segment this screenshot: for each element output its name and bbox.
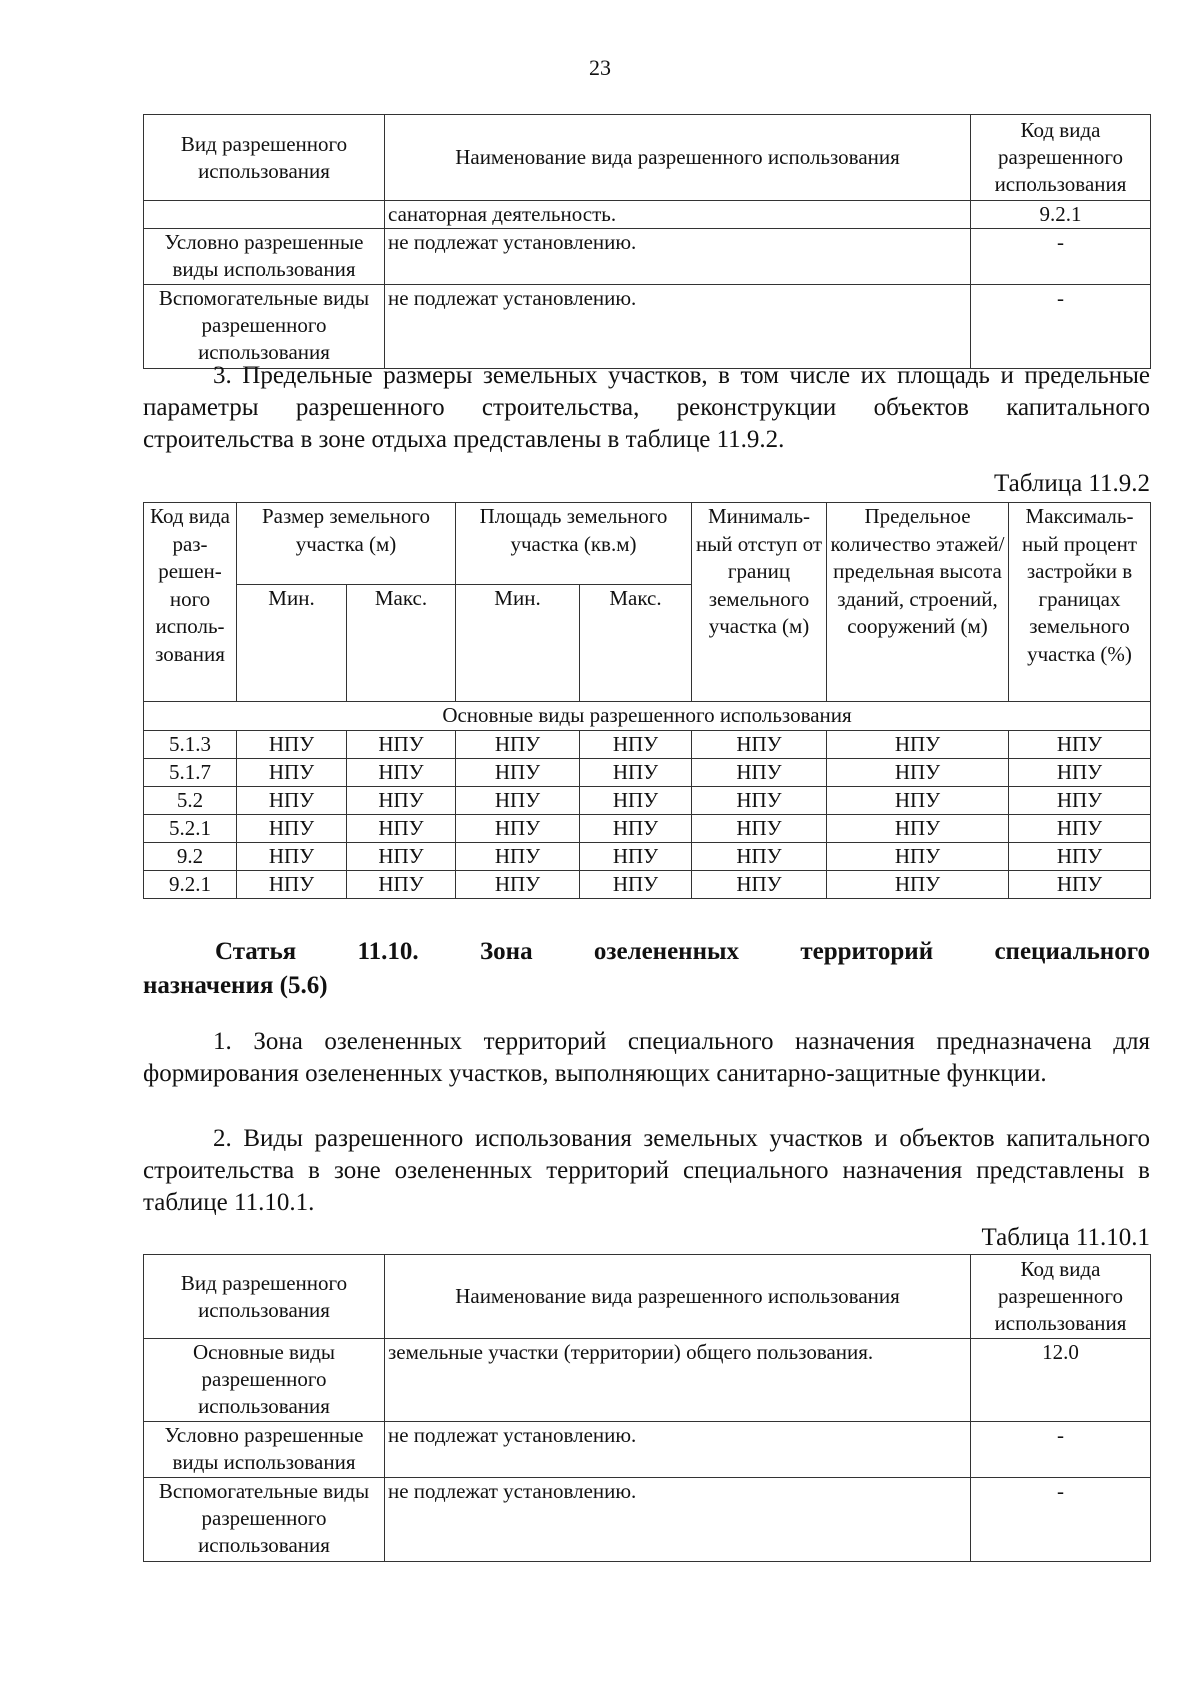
npu-cell: НПУ bbox=[827, 730, 1009, 758]
npu-cell: НПУ bbox=[456, 870, 580, 898]
row-name: не подлежат установлению. bbox=[385, 1478, 971, 1562]
npu-cell: НПУ bbox=[692, 730, 827, 758]
paragraph-3: 3. Предельные размеры земельных участков, в том числе их площадь и предельные параметры разрешенного строительства, реконструкции объектов капитального строительства в зоне отдыха представлены в таблице 11.9.2. bbox=[143, 362, 1150, 453]
heading-word: 11.10. bbox=[357, 938, 419, 965]
header-area-max: Макс. bbox=[580, 585, 692, 702]
table-row bbox=[144, 814, 1151, 842]
table-row bbox=[144, 1422, 1151, 1478]
npu-cell: НПУ bbox=[237, 814, 347, 842]
row-name: санаторная деятельность. bbox=[385, 201, 971, 229]
header-area-min: Мин. bbox=[456, 585, 580, 702]
header-size-max: Макс. bbox=[347, 585, 456, 702]
header-name: Наименование вида разрешенного использования bbox=[385, 1255, 971, 1339]
header-floors: Предельное количество этажей/ предельная высота зданий, строений, сооружений (м) bbox=[827, 503, 1009, 702]
header-size-min: Мин. bbox=[237, 585, 347, 702]
row-name: земельные участки (территории) общего пользования. bbox=[385, 1339, 971, 1422]
table-row bbox=[144, 730, 1151, 758]
article-heading-line1 bbox=[143, 935, 1150, 969]
npu-cell: НПУ bbox=[456, 758, 580, 786]
section-row: Основные виды разрешенного использования bbox=[144, 702, 1151, 731]
npu-cell: НПУ bbox=[456, 842, 580, 870]
heading-word: Статья bbox=[215, 938, 297, 965]
npu-cell: НПУ bbox=[1009, 842, 1151, 870]
table-row bbox=[144, 870, 1151, 898]
npu-cell: НПУ bbox=[692, 842, 827, 870]
row-kind: Условно разрешенные виды использования bbox=[144, 229, 385, 285]
npu-cell: НПУ bbox=[827, 870, 1009, 898]
npu-cell: НПУ bbox=[237, 758, 347, 786]
table-caption-11-9-2: Таблица 11.9.2 bbox=[994, 470, 1150, 497]
article-heading bbox=[143, 935, 1150, 1003]
row-code: - bbox=[971, 229, 1151, 285]
row-code: 12.0 bbox=[971, 1339, 1151, 1422]
table-row bbox=[144, 758, 1151, 786]
article-heading-line2: назначения (5.6) bbox=[143, 972, 328, 999]
npu-cell: НПУ bbox=[827, 758, 1009, 786]
npu-cell: НПУ bbox=[580, 730, 692, 758]
table-header-row bbox=[144, 115, 1151, 201]
header-kind: Вид разрешенного использования bbox=[144, 1255, 385, 1339]
table-continued bbox=[143, 114, 1151, 369]
row-code: 5.2.1 bbox=[144, 814, 237, 842]
table-row bbox=[144, 229, 1151, 285]
heading-word: озелененных bbox=[593, 938, 740, 965]
npu-cell: НПУ bbox=[692, 786, 827, 814]
npu-cell: НПУ bbox=[692, 814, 827, 842]
row-name: не подлежат установлению. bbox=[385, 229, 971, 285]
row-code: - bbox=[971, 1422, 1151, 1478]
table-row bbox=[144, 786, 1151, 814]
npu-cell: НПУ bbox=[347, 814, 456, 842]
npu-cell: НПУ bbox=[347, 842, 456, 870]
npu-cell: НПУ bbox=[580, 814, 692, 842]
npu-cell: НПУ bbox=[827, 814, 1009, 842]
row-code: 5.2 bbox=[144, 786, 237, 814]
row-code: 9.2 bbox=[144, 842, 237, 870]
header-max-percent: Максималь- ный процент застройки в границах земельного участка (%) bbox=[1009, 503, 1151, 702]
header-min-indent: Минималь- ный отступ от границ земельного участка (м) bbox=[692, 503, 827, 702]
heading-word: территорий bbox=[800, 938, 934, 965]
row-code: 9.2.1 bbox=[144, 870, 237, 898]
header-code: Код вида разрешенного использования bbox=[971, 115, 1151, 201]
paragraph-2: 2. Виды разрешенного использования земельных участков и объектов капитального строительства в зоне озелененных территорий специального назначения представлены в таблице 11.10.1. bbox=[143, 1125, 1150, 1216]
row-code: - bbox=[971, 1478, 1151, 1562]
paragraph-1: 1. Зона озелененных территорий специального назначения предназначена для формирования озелененных участков, выполняющих санитарно-защитные функции. bbox=[143, 1028, 1150, 1087]
npu-cell: НПУ bbox=[347, 786, 456, 814]
table-row bbox=[144, 285, 1151, 369]
npu-cell: НПУ bbox=[692, 758, 827, 786]
header-area: Площадь земельного участка (кв.м) bbox=[456, 503, 692, 585]
table-caption-11-10-1: Таблица 11.10.1 bbox=[981, 1224, 1150, 1251]
npu-cell: НПУ bbox=[237, 870, 347, 898]
npu-cell: НПУ bbox=[237, 730, 347, 758]
npu-cell: НПУ bbox=[580, 786, 692, 814]
header-code: Код вида разрешенного использования bbox=[971, 1255, 1151, 1339]
page-number: 23 bbox=[589, 55, 611, 80]
npu-cell: НПУ bbox=[456, 814, 580, 842]
row-kind bbox=[144, 201, 385, 229]
row-name: не подлежат установлению. bbox=[385, 285, 971, 369]
table-row bbox=[144, 842, 1151, 870]
row-kind: Основные виды разрешенного использования bbox=[144, 1339, 385, 1422]
npu-cell: НПУ bbox=[580, 842, 692, 870]
table-header-row bbox=[144, 1255, 1151, 1339]
heading-word: Зона bbox=[479, 938, 533, 965]
row-kind: Условно разрешенные виды использования bbox=[144, 1422, 385, 1478]
table-row bbox=[144, 1339, 1151, 1422]
npu-cell: НПУ bbox=[237, 786, 347, 814]
table-row bbox=[144, 201, 1151, 229]
row-code: 5.1.7 bbox=[144, 758, 237, 786]
npu-cell: НПУ bbox=[827, 786, 1009, 814]
heading-word: специального bbox=[994, 938, 1150, 965]
npu-cell: НПУ bbox=[456, 786, 580, 814]
table-row bbox=[144, 1478, 1151, 1562]
header-kind: Вид разрешенного использования bbox=[144, 115, 385, 201]
row-code: - bbox=[971, 285, 1151, 369]
npu-cell: НПУ bbox=[1009, 730, 1151, 758]
npu-cell: НПУ bbox=[1009, 758, 1151, 786]
row-code: 9.2.1 bbox=[971, 201, 1151, 229]
table-11-10-1 bbox=[143, 1254, 1151, 1562]
row-kind: Вспомогательные виды разрешенного использования bbox=[144, 1478, 385, 1562]
npu-cell: НПУ bbox=[1009, 814, 1151, 842]
npu-cell: НПУ bbox=[580, 758, 692, 786]
npu-cell: НПУ bbox=[347, 730, 456, 758]
header-code: Код вида раз- решен- ного исполь- зования bbox=[144, 503, 237, 702]
row-code: 5.1.3 bbox=[144, 730, 237, 758]
header-size: Размер земельного участка (м) bbox=[237, 503, 456, 585]
npu-cell: НПУ bbox=[456, 730, 580, 758]
npu-cell: НПУ bbox=[827, 842, 1009, 870]
npu-cell: НПУ bbox=[692, 870, 827, 898]
npu-cell: НПУ bbox=[347, 870, 456, 898]
npu-cell: НПУ bbox=[1009, 870, 1151, 898]
table-11-9-2 bbox=[143, 502, 1151, 899]
npu-cell: НПУ bbox=[237, 842, 347, 870]
npu-cell: НПУ bbox=[1009, 786, 1151, 814]
row-name: не подлежат установлению. bbox=[385, 1422, 971, 1478]
npu-cell: НПУ bbox=[580, 870, 692, 898]
row-kind: Вспомогательные виды разрешенного использования bbox=[144, 285, 385, 369]
npu-cell: НПУ bbox=[347, 758, 456, 786]
header-name: Наименование вида разрешенного использования bbox=[385, 115, 971, 201]
